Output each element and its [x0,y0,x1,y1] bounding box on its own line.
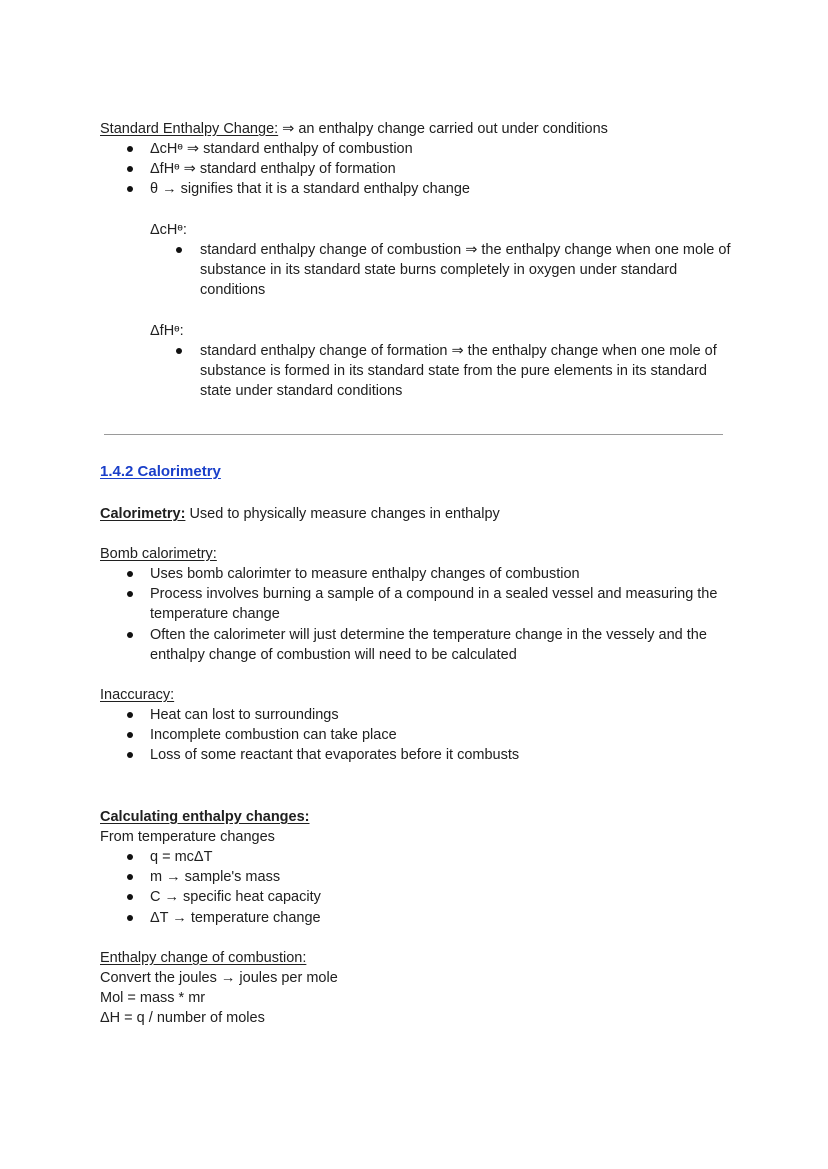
list-item: Incomplete combustion can take place [100,725,740,745]
list-item: Uses bomb calorimter to measure enthalpy changes of combustion [100,564,730,584]
list-item: Loss of some reactant that evaporates before it combusts [100,745,740,765]
horizontal-divider [104,434,723,435]
text-line: Mol = mass * mr [100,990,206,1006]
calculating-list [100,847,740,928]
list-item: Process involves burning a sample of a compound in a sealed vessel and measuring the temperature change [100,584,730,624]
enthalpy-title: Standard Enthalpy Change: [100,121,279,137]
text-line: Convert the joules → joules per mole [100,970,338,986]
combustion-list [150,240,740,301]
section-heading[interactable] [100,462,740,482]
list-item: m → sample's mass [100,867,740,887]
list-item: ΔfHᶱ ⇒ standard enthalpy of formation [100,159,740,179]
list-item: Heat can lost to surroundings [100,705,740,725]
calculating-subtitle: From temperature changes [100,829,275,845]
calorimetry-def-text: Used to physically measure changes in enthalpy [185,506,500,522]
enthalpy-definition [100,119,740,139]
text-line: ΔH = q / number of moles [100,1010,265,1026]
list-item: ΔcHᶱ ⇒ standard enthalpy of combustion [100,139,740,159]
inaccuracy-title: Inaccuracy: [100,687,175,703]
formation-label: ΔfHᶱ: [150,323,184,339]
calculating-title: Calculating enthalpy changes: [100,809,310,825]
enthalpy-bullet-list [100,139,740,200]
inaccuracy-list [100,705,740,766]
calorimetry-def-label: Calorimetry: [100,506,186,522]
list-item: C → specific heat capacity [100,887,740,907]
list-item: standard enthalpy change of formation ⇒ the enthalpy change when one mole of substance is formed in its standard state from the pure elements in its standard state under standard conditions [150,341,740,402]
formation-list [150,341,740,402]
combustion-change-title: Enthalpy change of combustion: [100,950,307,966]
bomb-calorimetry-title: Bomb calorimetry: [100,546,217,562]
calorimetry-heading-link[interactable]: 1.4.2 Calorimetry [100,463,221,480]
list-item: Often the calorimeter will just determine the temperature change in the vessely and the enthalpy change of combustion will need to be calculated [100,625,730,665]
calorimetry-definition [100,504,740,524]
list-item: q = mcΔT [100,847,740,867]
enthalpy-title-rest: ⇒ an enthalpy change carried out under conditions [278,121,608,137]
bomb-calorimetry-list [100,564,730,665]
list-item: standard enthalpy change of combustion ⇒ the enthalpy change when one mole of substance in its standard state burns completely in oxygen under standard conditions [150,240,740,301]
list-item: θ → signifies that it is a standard enthalpy change [100,179,740,199]
combustion-label: ΔcHᶱ: [150,222,187,238]
list-item: ΔT → temperature change [100,908,740,928]
